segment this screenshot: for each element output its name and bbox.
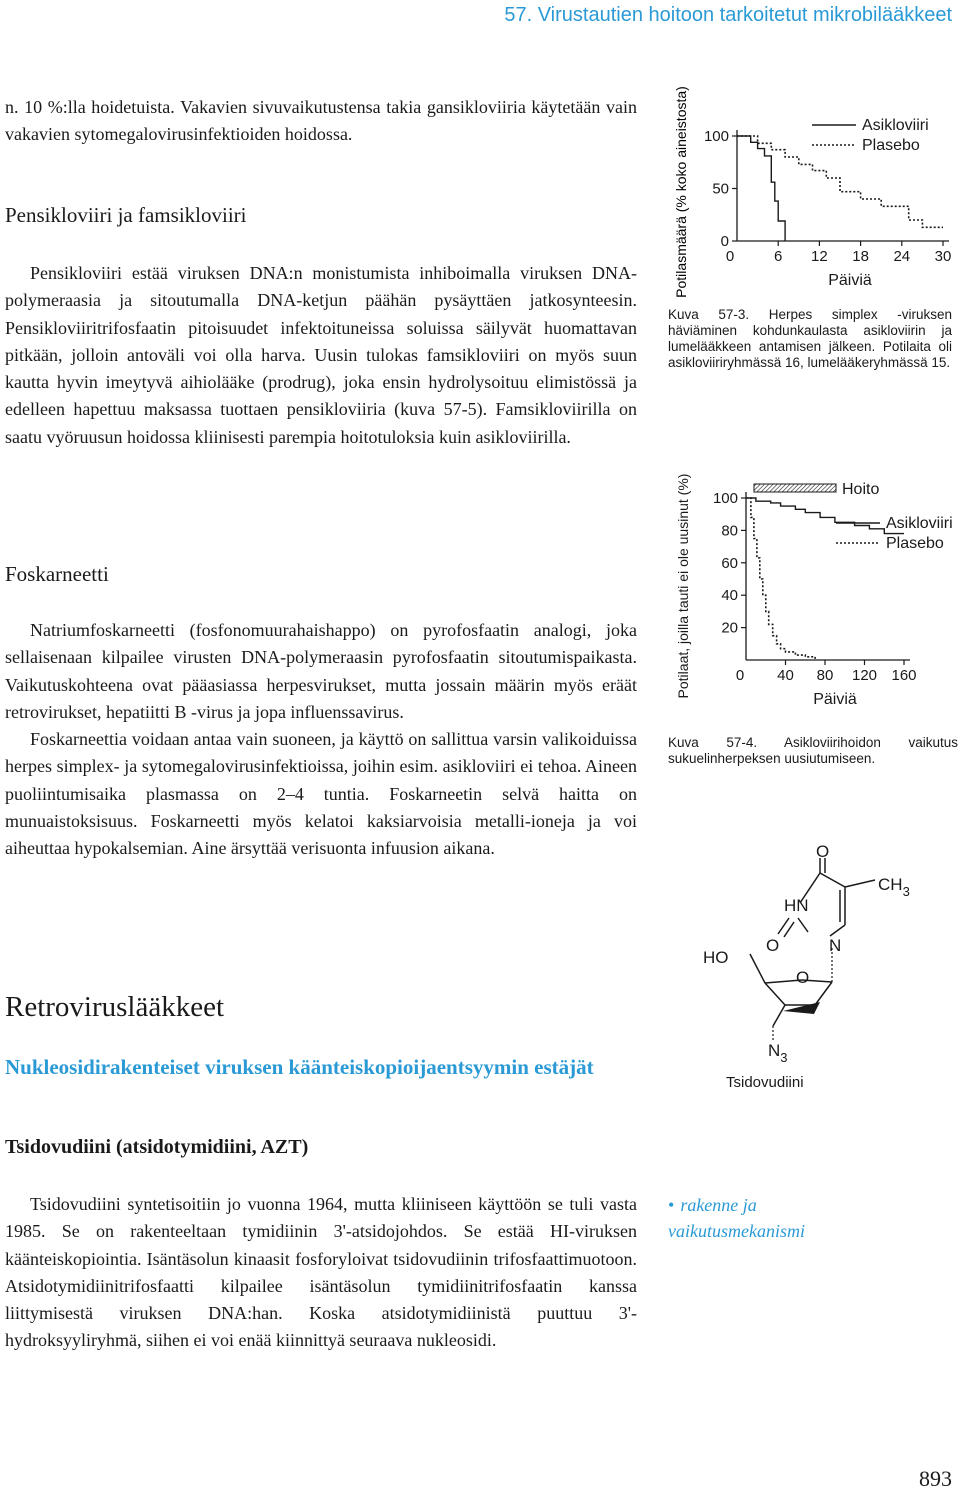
paragraph-foskarneetti-2: Foskarneettia voidaan antaa vain suoneen, ja käyttö on sallittua varsin valikoiduissa herpes simplex- ja sytomegalovirusinfektioissa, joihin esim. asikloviiri ei tehoa. Aineen puoliintumisaika plasmassa on 2–4 tuntia. Foskarneetin selvä haitta on munuaistoksisuus. Foskarneetti myös kelatoi kaksiarvoisia metalli-ioneja ja voi aiheuttaa hypokalsemian. Aine ärsyttää verisuonta infuusion aikana. [5, 729, 637, 859]
paragraph-foskarneetti-1: Natriumfoskarneetti (fosfonomuurahaishappo) on pyrofosfaatin analogi, joka sellaisenaan kilpailee virusten DNA-polymeraasin pyrofosfaatin sitoutumispaikasta. Vaikutuskohteena ovat pääasiassa herpesvirukset, mutta jossain määrin myös eräät retrovirukset, hepatiitti B -virus ja jopa influenssavirus. [5, 620, 637, 722]
continued-paragraph: n. 10 %:lla hoidetuista. Vakavien sivuvaikutustensa takia gansikloviiria käytetään vain vakavien sytomegalovirusinfektioiden hoidossa. [5, 97, 637, 145]
x-tick-label: 120 [851, 667, 878, 684]
x-axis-label: Päiviä [813, 691, 857, 708]
series-line-plasebo [746, 498, 815, 660]
subheading-nukleosidi: Nukleosidirakenteiset viruksen käänteiskopioijaentsyymin estäjät [5, 1055, 594, 1079]
legend-label-plasebo: Plasebo [886, 535, 944, 552]
figure-57-3-caption: Kuva 57-3. Herpes simplex -viruksen häviäminen kohdunkaulasta asikloviirin ja lumelääkkeen antamisen jälkeen. Potilaita oli asikloviiriryhmässä 16, lumelääkeryhmässä 15. [668, 307, 952, 370]
x-tick-label: 40 [777, 667, 794, 684]
side-note [668, 1192, 898, 1244]
x-tick-label: 24 [893, 248, 911, 265]
y-tick-label: 100 [703, 128, 729, 145]
series-line-asikloviiri [746, 498, 904, 534]
page-number: 893 [919, 1466, 952, 1491]
legend-label-asikloviiri: Asikloviiri [862, 117, 929, 134]
x-tick-label: 0 [725, 248, 735, 265]
structure-name: Tsidovudiini [726, 1074, 804, 1091]
atom-o-sugar: O [796, 968, 810, 987]
figure-57-4-chart [660, 473, 960, 718]
atom-o-top: O [816, 842, 830, 861]
y-tick-label: 80 [721, 522, 738, 540]
y-axis-label: Potilaat, joilla tauti ei ole uusinut (%) [675, 473, 691, 699]
heading-pensikloviiri: Pensikloviiri ja famsikloviiri [5, 203, 247, 227]
series-line-asikloviiri [737, 136, 785, 241]
bullet-icon: • [668, 1195, 675, 1215]
figure-57-4-caption: Kuva 57-4. Asikloviirihoidon vaikutus sukuelinherpeksen uusiutumiseen. [668, 735, 958, 766]
x-tick-label: 30 [934, 248, 952, 265]
atom-ch3 [878, 875, 910, 899]
x-tick-label: 0 [735, 667, 745, 684]
legend-label-asikloviiri: Asikloviiri [886, 515, 953, 532]
side-note-text: rakenne ja vaikutusmekanismi [668, 1195, 805, 1241]
x-tick-label: 18 [852, 248, 869, 265]
continued-paragraph-block [5, 94, 637, 149]
x-tick-label: 160 [891, 667, 917, 684]
running-title: 57. Virustautien hoitoon tarkoitetut mikrobilääkkeet [504, 4, 952, 26]
paragraph-pensikloviiri: Pensikloviiri estää viruksen DNA:n monistumista inhiboimalla viruksen DNA-polymeraasia ja sitoutumalla DNA-ketjun päähän pysäyttäen jatkosynteesin. Pensikloviiritrifosfaatin pitoisuudet infektoituneissa soluissa säilyvät huomattavan pitkään, jolloin antoväli voi olla harva. Uusin tulokas famsikloviiri on myös suun kautta hyvin imeytyvä aihiolääke (prodrug), joka ensin hydrolysoituu elimistössä ja edelleen hapettuu maksassa tuottaen pensikloviiria (kuva 57-5). Famsikloviirilla on saatu vyöruusun hoidossa kliinisesti parempia hoitotuloksia kuin asikloviirilla. [5, 263, 637, 447]
atom-hn: HN [784, 896, 809, 915]
treatment-label: Hoito [842, 481, 880, 498]
y-tick-label: 20 [721, 619, 738, 637]
atom-n-ring: N [829, 936, 842, 955]
figure-57-3-chart [660, 86, 960, 298]
y-tick-label: 0 [720, 233, 729, 250]
atom-n3-main: N [768, 1041, 781, 1060]
atom-ch3-subscript: 3 [902, 884, 910, 899]
x-tick-label: 6 [774, 248, 783, 265]
atom-o-left: O [766, 936, 780, 955]
heading-foskarneetti: Foskarneetti [5, 562, 109, 586]
tsidovudiini-structure [690, 830, 950, 1100]
atom-ch3-main: CH [878, 875, 903, 894]
y-tick-label: 100 [712, 490, 738, 507]
atom-ho: HO [703, 948, 729, 967]
x-tick-label: 80 [816, 667, 834, 684]
paragraph-tsidovudiini: Tsidovudiini syntetisoitiin jo vuonna 1964, mutta kliiniseen käyttöön se tuli vasta 1985. Se on rakenteeltaan tymidiinin 3'-atsidojohdos. Se estää HI-viruksen käänteiskopiointia. Isäntäsolun kinaasit fosforyloivat tsidovudiinin trifosfaattimuotoon. Atsidotymidiinitrifosfaatti kilpailee isäntäsolun tymidiinitrifosfaatin kanssa liittymisestä viruksen DNA:han. Koska atsidotymidiinistä puuttuu 3'-hydroksyyliryhmä, siihen ei voi enää kiinnittyä seuraava nukleosidi. [5, 1194, 637, 1351]
y-axis-label: Potilasmäärä (% koko aineistosta) [673, 86, 689, 298]
heading-retroviruslaakkeet: Retroviruslääkkeet [5, 991, 225, 1023]
treatment-bar [754, 484, 836, 492]
y-tick-label: 40 [721, 587, 738, 605]
legend-label-plasebo: Plasebo [862, 137, 920, 154]
atom-n3-subscript: 3 [780, 1050, 788, 1065]
subsubheading-tsidovudiini: Tsidovudiini (atsidotymidiini, AZT) [5, 1136, 309, 1158]
y-tick-label: 60 [721, 554, 738, 572]
x-axis-label: Päiviä [828, 272, 872, 289]
x-tick-label: 12 [811, 248, 828, 265]
y-tick-label: 50 [712, 180, 729, 198]
atom-n3 [768, 1041, 788, 1065]
